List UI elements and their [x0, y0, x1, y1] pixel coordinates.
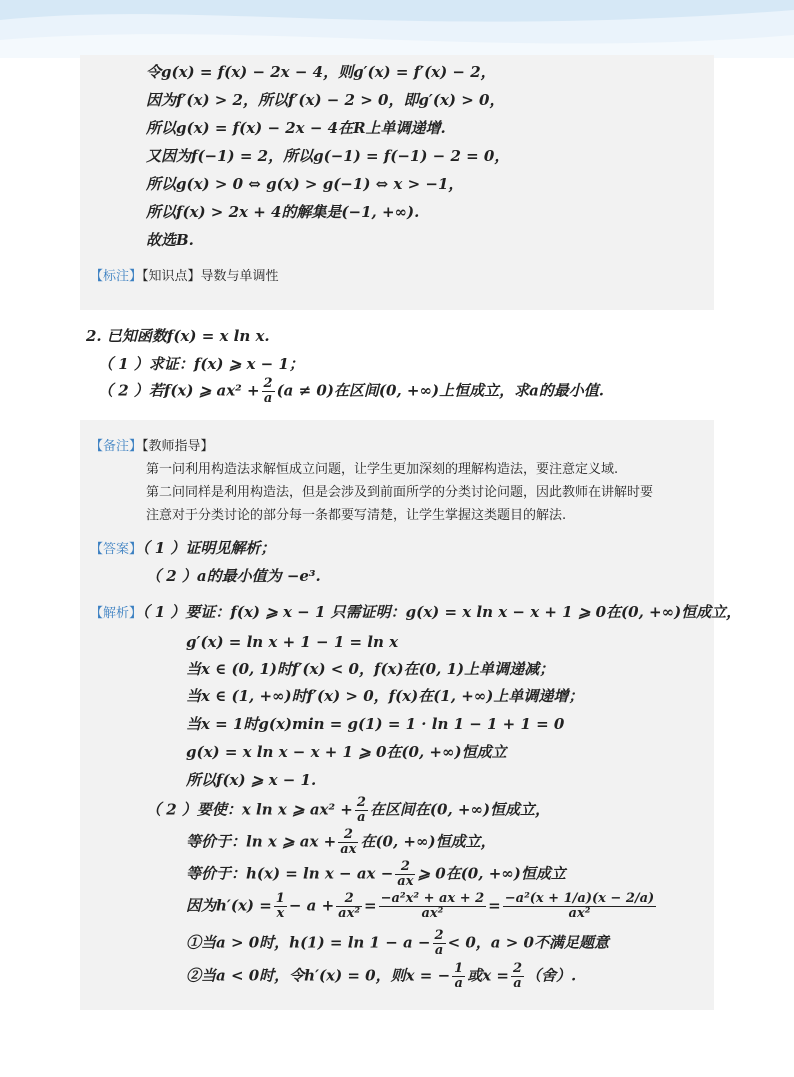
l10-fraction: $\frac{2}{ax}$ — [397, 859, 414, 889]
l11-fraction-3: $\frac{\text{−a²x² + ax + 2}}{\text{ax²}}$ — [380, 891, 485, 921]
analysis-line-12: ①当a > 0时，h(1) = ln 1 − a − $\frac{2}{a}$ < 0，a > 0不满足题意 — [186, 928, 609, 958]
l11-fraction-1: $\frac{1}{x}$ — [275, 891, 285, 921]
analysis-line-6: g(x) = x ln x − x + 1 ⩾ 0在(0, +∞)恒成立 — [186, 743, 507, 761]
l11-fraction-4: $\frac{\text{−a²(x + 1/a)(x − 2/a)}}{\text{ax²}}$ — [504, 891, 655, 921]
analysis-line-8: （ 2 ）要使：x ln x ⩾ ax² + $\frac{2}{a}$ 在区间在(0, +∞)恒成立， — [146, 795, 551, 825]
question2-sub2 — [98, 377, 604, 406]
part1-line-6: 所以f(x) > 2x + 4的解集是(−1, +∞). — [146, 203, 420, 221]
analysis-line-9: 等价于：ln x ⩾ ax + $\frac{2}{ax}$ 在(0, +∞)恒成立， — [186, 827, 496, 857]
remark-title: 【教师指导】 — [142, 439, 214, 454]
sub2-prefix: （ 2 ）若f(x) ⩾ ax² + — [98, 381, 260, 400]
answer-line-1: （ 1 ）证明见解析； — [142, 539, 276, 557]
answer-row — [90, 538, 275, 560]
part1-line-7: 故选B. — [146, 231, 194, 249]
analysis-line-10: 等价于：h(x) = ln x − ax − $\frac{2}{ax}$ ⩾ 0在(0, +∞)恒成立 — [186, 859, 566, 889]
note-row — [90, 266, 279, 287]
part1-line-1: 令g(x) = f(x) − 2x − 4，则g′(x) = f′(x) − 2， — [146, 63, 496, 81]
remark-line-3: 注意对于分类讨论的部分每一条都要写清楚，让学生掌握这类题目的解法. — [146, 508, 567, 523]
sub2-fraction: $\frac{2}{a}$ — [263, 376, 273, 406]
l8-fraction: $\frac{2}{a}$ — [356, 795, 366, 825]
question2-stem: 2. 已知函数f(x) = x ln x. — [86, 327, 270, 345]
answer-tag: 【答案】 — [90, 542, 143, 557]
part1-line-3: 所以g(x) = f(x) − 2x − 4在R上单调递增. — [146, 119, 446, 137]
analysis-tag: 【解析】 — [90, 606, 143, 621]
l13-fraction-2: $\frac{2}{a}$ — [512, 961, 522, 991]
part1-line-4: 又因为f(−1) = 2，所以g(−1) = f(−1) − 2 = 0， — [146, 147, 510, 165]
answer-line-2: （ 2 ）a的最小值为 −e³. — [146, 567, 321, 585]
part1-line-5: 所以g(x) > 0 ⇔ g(x) > g(−1) ⇔ x > −1， — [146, 175, 464, 193]
analysis-line-3: 当x ∈ (0, 1)时f′(x) < 0，f(x)在(0, 1)上单调递减； — [186, 660, 555, 678]
remark-line-2: 第二问同样是利用构造法，但是会涉及到前面所学的分类讨论问题，因此教师在讲解时要 — [146, 485, 654, 500]
note-tag: 【标注】 — [90, 269, 143, 284]
analysis-line-4: 当x ∈ (1, +∞)时f′(x) > 0，f(x)在(1, +∞)上单调递增； — [186, 687, 584, 705]
l9-fraction: $\frac{2}{ax}$ — [340, 827, 357, 857]
analysis-line-11: 因为h′(x) = $\frac{1}{x}$ − a + $\frac{2}{\text{ax²}}$ = $\frac{\text{−a²x² + ax + 2}}{\text{ax²}}$ = $\frac{\text{−a²(x + 1/a)(x − 2/a)}}{\text{ax²}}$ — [186, 891, 655, 921]
question2-sub1: （ 1 ）求证：f(x) ⩾ x − 1； — [98, 355, 304, 373]
analysis-line-1: （ 1 ）要证：f(x) ⩾ x − 1 只需证明：g(x) = x ln x − x + 1 ⩾ 0在(0, +∞)恒成立， — [142, 603, 742, 621]
remark-line-1: 第一问利用构造法求解恒成立问题，让学生更加深刻的理解构造法，要注意定义域. — [146, 462, 619, 477]
analysis-line-7: 所以f(x) ⩾ x − 1. — [186, 771, 317, 789]
analysis-line-2: g′(x) = ln x + 1 − 1 = ln x — [186, 633, 399, 651]
analysis-row — [90, 602, 741, 624]
l11-fraction-2: $\frac{2}{\text{ax²}}$ — [338, 891, 361, 921]
header-wave-decoration — [0, 0, 794, 58]
l13-fraction-1: $\frac{1}{a}$ — [454, 961, 464, 991]
remark-row — [90, 436, 214, 457]
note-text: 【知识点】导数与单调性 — [142, 269, 279, 284]
remark-tag: 【备注】 — [90, 439, 143, 454]
analysis-line-13: ②当a < 0时，令h′(x) = 0，则x = − $\frac{1}{a}$ 或x = $\frac{2}{a}$ （舍）. — [186, 961, 577, 991]
sub2-suffix: (a ≠ 0)在区间(0, +∞)上恒成立，求a的最小值. — [276, 381, 605, 400]
analysis-line-5: 当x = 1时g(x)min = g(1) = 1 · ln 1 − 1 + 1 = 0 — [186, 715, 565, 733]
part1-line-2: 因为f′(x) > 2，所以f′(x) − 2 > 0，即g′(x) > 0， — [146, 91, 505, 109]
l12-fraction: $\frac{2}{a}$ — [434, 928, 444, 958]
